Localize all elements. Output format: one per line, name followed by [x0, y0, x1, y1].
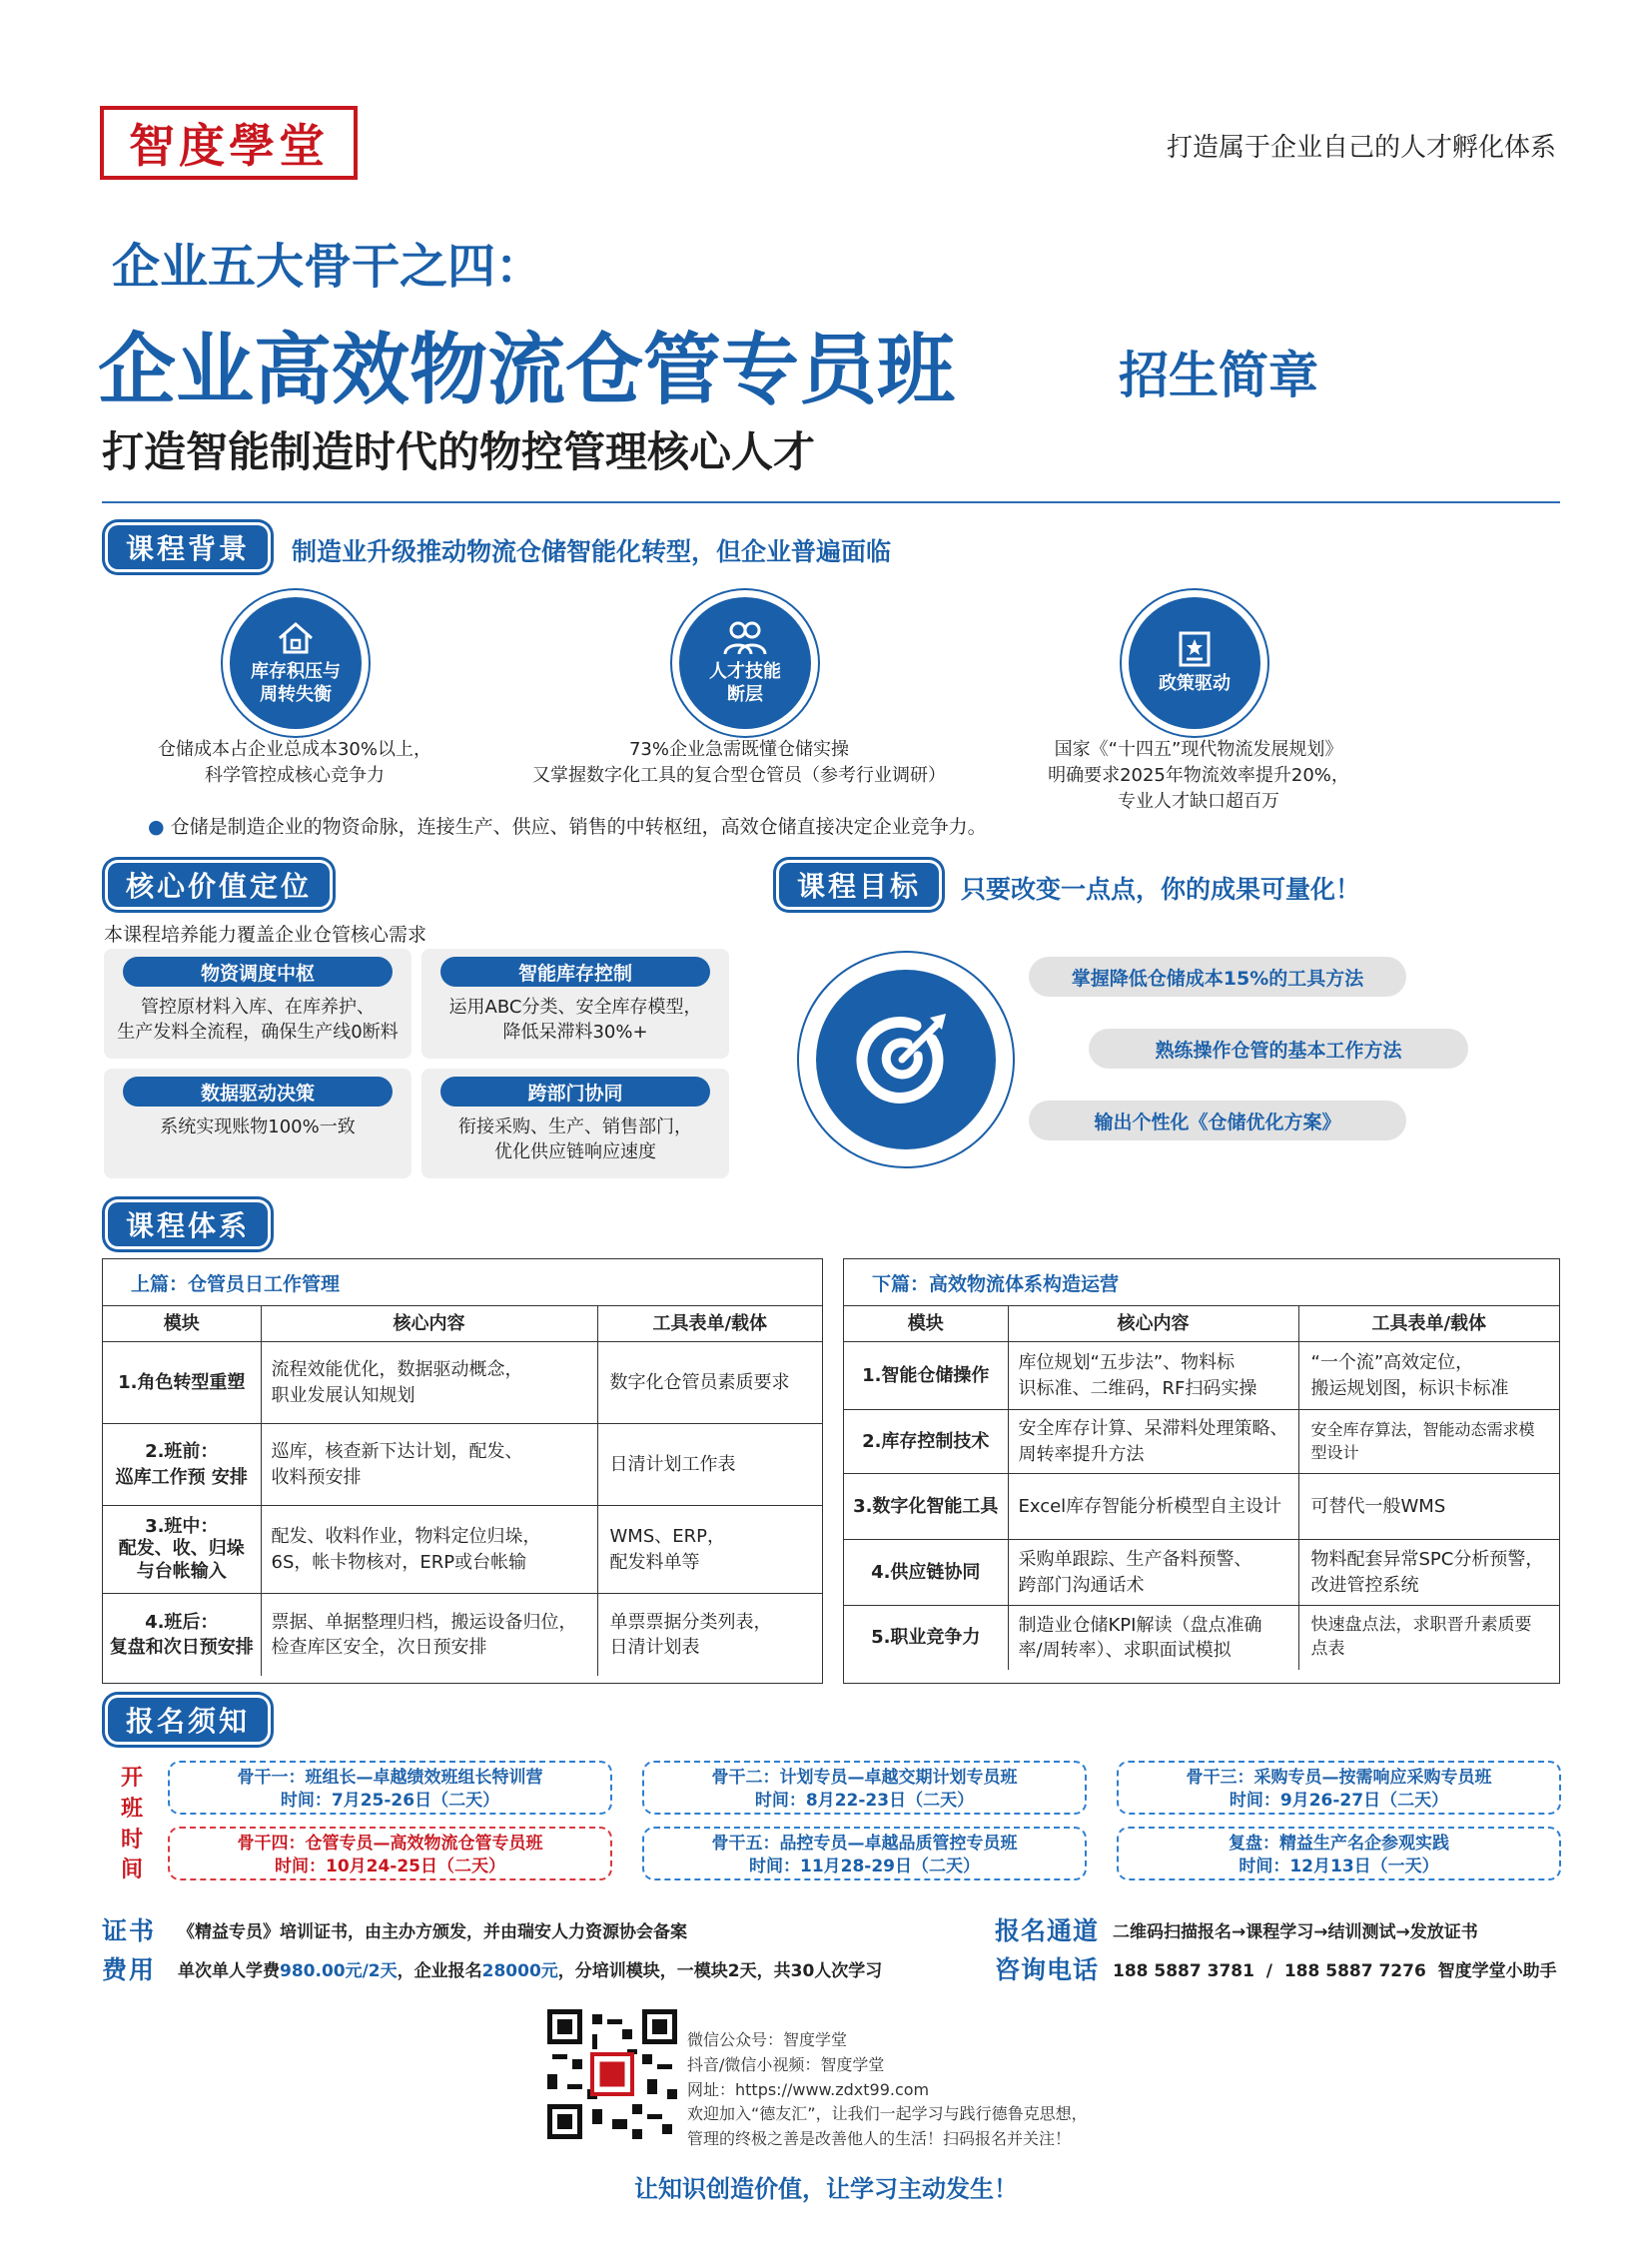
class-schedule-card: [1117, 1761, 1561, 1815]
tool-line: 数字化仓管员素质要求: [609, 1371, 790, 1393]
module-name: 巡库工作预 安排: [115, 1466, 248, 1488]
desc-line: 科学管控成核心竞争力: [205, 765, 385, 787]
col-header: 工具表单/载体: [1298, 1306, 1559, 1342]
class-name: 骨干三：采购专员—按需响应采购专员班: [1186, 1768, 1492, 1788]
module-name: 4.班后：: [145, 1611, 219, 1633]
fee-single-price: 980.00元/2天: [280, 1961, 398, 1981]
col-header: 模块: [844, 1306, 1008, 1342]
module-name: 3.班中：: [145, 1515, 219, 1537]
class-date: 时间：7月25-26日（二天）: [280, 1790, 500, 1811]
section-tag-system: 课程体系: [108, 1202, 268, 1246]
value-line: 系统实现账物100%一致: [160, 1117, 356, 1137]
content-line: 收料预安排: [271, 1466, 362, 1488]
logo-text: 智度學堂: [129, 119, 329, 173]
desc-line: 73%企业急需既懂仓储实操: [628, 739, 849, 760]
class-time-label: [120, 1764, 144, 1886]
tool-line: 快速盘点法，求职晋升素质要点表: [1310, 1614, 1532, 1659]
content-line: 制造业仓储KPI解读（盘点准确: [1018, 1614, 1262, 1636]
circle-label: 政策驱动: [1159, 673, 1231, 695]
class-schedule-card-current: [168, 1827, 612, 1880]
background-note: 制造业升级推动物流仓储智能化转型，但企业普遍面临: [292, 537, 892, 566]
desc-line: 国家《“十四五”现代物流发展规划》: [1054, 739, 1343, 760]
circle-inventory: [230, 597, 362, 729]
people-icon: [723, 620, 767, 656]
tagline: 打造属于企业自己的人才孵化体系: [1166, 133, 1556, 163]
class-date: 时间：11月28-29日（二天）: [748, 1856, 981, 1876]
table-row: [103, 1594, 822, 1676]
fee-text: [178, 1956, 882, 1981]
section-tag-background: 课程背景: [108, 525, 268, 569]
label-char: 时: [120, 1827, 143, 1853]
goal-item-1: 掌握降低仓储成本15%的工具方法: [1029, 957, 1406, 997]
table-row: [844, 1606, 1559, 1670]
label-char: 班: [120, 1796, 143, 1822]
section-tag-goals: 课程目标: [779, 863, 939, 907]
bullet-text: 仓储是制造企业的物资命脉，连接生产、供应、销售的中转枢纽，高效仓储直接决定企业竞争力。: [170, 816, 987, 838]
circle-talent: [679, 597, 811, 729]
content-line: 采购单跟踪、生产备料预警、: [1018, 1549, 1252, 1571]
col-header: 工具表单/载体: [597, 1306, 822, 1342]
subtitle: 打造智能制造时代的物控管理核心人才: [102, 427, 816, 476]
module-name: 3.数字化智能工具: [844, 1474, 1008, 1540]
value-box-title: 数据驱动决策: [123, 1077, 393, 1107]
value-line: 降低呆滞料30%+: [502, 1022, 648, 1044]
circle-policy: [1129, 597, 1260, 729]
module-name: 2.班前：: [145, 1441, 219, 1463]
target-arrow-icon: [846, 1000, 966, 1120]
content-line: 6S，帐卡物核对，ERP或台帐输: [271, 1551, 527, 1573]
class-name: 骨干二：计划专员—卓越交期计划专员班: [711, 1768, 1018, 1788]
table-row: [103, 1342, 822, 1424]
tool-line: 搬运规划图，标识卡标准: [1310, 1377, 1509, 1399]
phone-label: 咨询电话: [995, 1955, 1100, 1984]
page-title: 企业高效物流仓管专员班: [98, 325, 956, 415]
content-line: Excel库存智能分析模型自主设计: [1018, 1495, 1282, 1517]
label-char: 开: [120, 1766, 143, 1791]
value-box-dispatch: [104, 949, 412, 1059]
module-name: 与台帐输入: [136, 1560, 227, 1582]
module-name: 1.角色转型重塑: [118, 1371, 246, 1393]
value-line: 衔接采购、生产、销售部门，: [458, 1117, 692, 1137]
col-header: 核心内容: [1008, 1306, 1298, 1342]
desc-line: 专业人才缺口超百万: [1118, 791, 1279, 813]
tool-line: 可替代一般WMS: [1310, 1495, 1446, 1517]
content-line: 跨部门沟通话术: [1018, 1574, 1145, 1596]
module-name: 4.供应链协同: [844, 1540, 1008, 1606]
contact-line: 抖音/微信小视频：智度学堂: [687, 2054, 885, 2074]
section-tag-core-value: 核心价值定位: [108, 863, 330, 907]
tool-line: 配发料单等: [609, 1551, 700, 1573]
goal-item-2: 熟练操作仓管的基本工作方法: [1089, 1029, 1468, 1069]
content-line: 率/周转率）、求职面试模拟: [1018, 1639, 1232, 1661]
value-box-title: 智能库存控制: [440, 957, 710, 987]
content-line: 巡库，核查新下达计划，配发、: [271, 1441, 523, 1463]
class-name: 骨干四：仓管专员—高效物流仓管专员班: [237, 1834, 543, 1854]
tool-line: 单票票据分类列表，: [609, 1611, 772, 1633]
contact-line: 微信公众号：智度学堂: [687, 2030, 848, 2049]
divider: [102, 501, 1560, 503]
goal-item-3: 输出个性化《仓储优化方案》: [1029, 1101, 1406, 1140]
table-row: [103, 1506, 822, 1594]
document-star-icon: [1178, 630, 1212, 668]
house-icon: [276, 620, 316, 656]
circle-label: 人才技能: [709, 660, 781, 682]
tool-line: WMS、ERP，: [609, 1526, 725, 1548]
table-row: [103, 1424, 822, 1506]
circle-label: 断层: [727, 684, 763, 705]
class-schedule-card: [168, 1761, 612, 1815]
class-name: 复盘：精益生产名企参观实践: [1229, 1834, 1449, 1854]
website-link[interactable]: 网址：https://www.zdxt99.com: [687, 2079, 930, 2099]
qr-code-icon[interactable]: [547, 2009, 677, 2139]
table-row: [844, 1410, 1559, 1474]
tool-line: 日清计划工作表: [609, 1453, 736, 1475]
module-name: 复盘和次日预安排: [109, 1636, 254, 1658]
class-name: 骨干一：班组长—卓越绩效班组长特训营: [237, 1768, 543, 1788]
label-char: 间: [120, 1858, 143, 1883]
content-line: 周转率提升方法: [1018, 1443, 1145, 1465]
class-name: 骨干五：品控专员—卓越品质管控专员班: [711, 1834, 1018, 1854]
value-box-inventory: [421, 949, 729, 1059]
module-name: 5.职业竞争力: [844, 1606, 1008, 1670]
fee-part: ，分培训模块，一模块2天，共30人次学习: [557, 1961, 883, 1981]
desc-line: 明确要求2025年物流效率提升20%，: [1048, 765, 1349, 787]
content-line: 识标准、二维码，RF扫码实操: [1018, 1377, 1257, 1399]
value-box-title: 物资调度中枢: [123, 957, 393, 987]
channel-text: 二维码扫描报名→课程学习→结训测试→发放证书: [1113, 1922, 1478, 1942]
table-row: [844, 1342, 1559, 1410]
col-header: 核心内容: [261, 1306, 597, 1342]
circle-label: 库存积压与: [251, 660, 341, 682]
value-line: 运用ABC分类、安全库存模型，: [448, 997, 702, 1018]
module-name: 2.库存控制技术: [844, 1410, 1008, 1474]
circle-label: 周转失衡: [260, 684, 332, 705]
fee-corp-price: 28000元: [481, 1961, 558, 1981]
table-row: [844, 1540, 1559, 1606]
contact-line: 管理的终极之善是改善他人的生活！扫码报名并关注！: [687, 2129, 1072, 2149]
bullet-dot-icon: ●: [148, 816, 165, 838]
tool-line: 改进管控系统: [1310, 1574, 1419, 1596]
module-name: 1.智能仓储操作: [844, 1342, 1008, 1410]
content-line: 配发、收料作业，物料定位归垛，: [271, 1526, 541, 1548]
value-line: 生产发料全流程，确保生产线0断料: [117, 1022, 399, 1044]
upper-table-caption: 上篇：仓管员日工作管理: [131, 1272, 341, 1295]
fee-label: 费用: [102, 1955, 157, 1984]
content-line: 库位规划“五步法”、物料标: [1018, 1352, 1236, 1374]
value-box-data: [104, 1069, 412, 1178]
lower-table-caption: 下篇：高效物流体系构造运营: [872, 1272, 1120, 1295]
phone-text[interactable]: 188 5887 3781 / 188 5887 7276 智度学堂小助手: [1113, 1961, 1557, 1981]
contact-info: [687, 2028, 1088, 2152]
content-line: 安全库存计算、呆滞料处理策略、: [1018, 1418, 1288, 1440]
class-date: 时间：10月24-25日（二天）: [274, 1856, 506, 1876]
cert-label: 证书: [102, 1916, 157, 1945]
footer-slogan: 让知识创造价值，让学习主动发生！: [634, 2175, 1018, 2203]
content-line: 票据、单据整理归档，搬运设备归位，: [271, 1611, 577, 1633]
background-desc-1: [120, 737, 469, 789]
title-suffix: 招生简章: [1119, 346, 1318, 404]
table-row: [844, 1474, 1559, 1540]
core-value-intro: 本课程培养能力覆盖企业仓管核心需求: [104, 924, 427, 946]
tool-line: 日清计划表: [609, 1636, 700, 1658]
desc-line: 仓储成本占企业总成本30%以上，: [157, 739, 431, 760]
cert-text: 《精益专员》培训证书，由主办方颁发，并由瑞安人力资源协会备案: [178, 1922, 687, 1942]
value-line: 优化供应链响应速度: [494, 1141, 656, 1163]
content-line: 流程效能优化，数据驱动概念，: [271, 1359, 523, 1381]
background-desc-3: [1019, 737, 1378, 815]
content-line: 检查库区安全，次日预安排: [271, 1636, 487, 1658]
value-box-collab: [421, 1069, 729, 1178]
target-graphic: [797, 951, 1015, 1168]
upper-table: [102, 1258, 823, 1684]
lower-table: [843, 1258, 1560, 1684]
pre-title: 企业五大骨干之四：: [112, 239, 544, 295]
contact-line: 欢迎加入“德友汇”，让我们一起学习与践行德鲁克思想，: [687, 2104, 1088, 2124]
class-schedule-card: [642, 1761, 1087, 1815]
class-date: 时间：12月13日（一天）: [1239, 1856, 1439, 1876]
goals-note: 只要改变一点点，你的成果可量化！: [961, 875, 1361, 904]
tool-line: 物料配套异常SPC分析预警，: [1310, 1549, 1544, 1571]
fee-part: 单次单人学费: [178, 1961, 280, 1981]
tool-line: 安全库存算法，智能动态需求模型设计: [1310, 1420, 1535, 1462]
fee-part: ，企业报名: [397, 1961, 482, 1981]
module-name: 配发、收、归垛: [118, 1538, 245, 1560]
background-desc-2: [479, 737, 999, 789]
col-header: 模块: [103, 1306, 261, 1342]
class-schedule-card: [1117, 1827, 1561, 1880]
background-bullet: [148, 812, 987, 839]
tool-line: “一个流”高效定位，: [1310, 1352, 1474, 1374]
desc-line: 又掌握数字化工具的复合型仓管员（参考行业调研）: [532, 765, 946, 787]
value-box-title: 跨部门协同: [440, 1077, 710, 1107]
class-date: 时间：9月26-27日（二天）: [1229, 1790, 1449, 1811]
section-tag-enroll: 报名须知: [108, 1698, 268, 1742]
channel-label: 报名通道: [995, 1916, 1100, 1945]
content-line: 职业发展认知规划: [271, 1384, 415, 1406]
value-line: 管控原材料入库、在库养护、: [141, 997, 375, 1018]
class-schedule-card: [642, 1827, 1087, 1880]
logo: [100, 106, 358, 180]
class-date: 时间：8月22-23日（二天）: [754, 1790, 975, 1811]
